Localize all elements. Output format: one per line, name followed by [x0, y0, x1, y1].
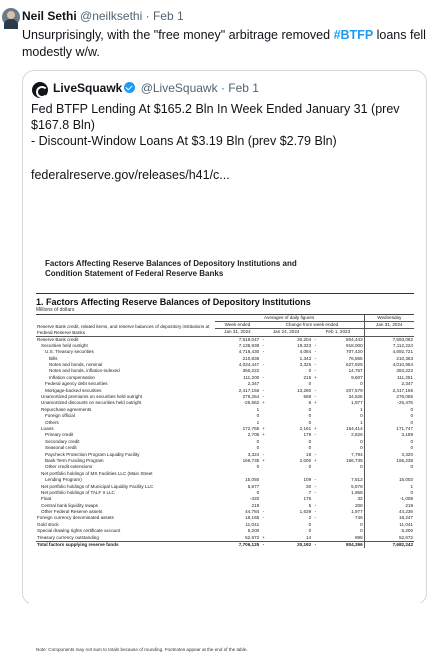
cell-change-2: 1 [360, 419, 363, 425]
cell-week: 166,735 [242, 457, 260, 463]
cell-change-1: 0 [308, 445, 312, 451]
col-header-change: Change from week ended [260, 322, 364, 329]
cell-change-2: 0 [360, 381, 363, 387]
row-label: Unamortized discounts on securities held outright [41, 400, 142, 406]
cell-sign-2: + [314, 457, 317, 463]
cell-sign-1: + [262, 432, 265, 438]
col-header-change-2: Feb 1, 2023 [312, 329, 364, 336]
cell-week: 210,836 [242, 355, 260, 361]
row-label: Net portfolio holdings of Municipal Liquidity Facility LLC [41, 483, 154, 489]
row-label: Central bank liquidity swaps [41, 502, 98, 508]
tweet-text [22, 27, 432, 61]
cell-wednesday: 44,236 [364, 509, 414, 515]
row-label: Secondary credit [45, 438, 80, 444]
cell-week: 4,716,430 [238, 349, 260, 355]
cell-sign-2: - [314, 394, 317, 400]
cell-change-2: 0 [360, 413, 363, 419]
row-label: Notes and bonds, nominal [49, 362, 103, 368]
cell-change-2: 898 [354, 534, 363, 540]
cell-sign-2: - [314, 509, 317, 515]
cell-sign-1: + [262, 425, 265, 431]
cell-sign-1: - [262, 342, 265, 348]
cell-change-2: 207,579 [346, 387, 363, 393]
cell-change-1: 18 [306, 451, 312, 457]
doc-title-line-2: Condition Statement of Federal Reserve Banks [45, 269, 224, 278]
author-avatar[interactable] [2, 8, 20, 26]
doc-note: Note: Components may not sum to totals because of rounding. Footnotes appear at the end of the table. [36, 647, 248, 652]
cell-wednesday: -1,008 [364, 496, 414, 502]
col-header-wednesday: Wednesday [364, 315, 414, 322]
cell-sign-1: - [262, 387, 265, 393]
cell-change-1: 14 [306, 534, 312, 540]
cell-wednesday: 3,320 [364, 451, 414, 457]
cell-change-2: 627,925 [346, 362, 363, 368]
cell-change-2: 746 [354, 515, 363, 521]
cell-week: 7,706,125 [215, 541, 260, 548]
cell-week: -25,562 [243, 400, 260, 406]
cell-change-1: 0 [308, 521, 312, 527]
cell-wednesday: 0 [364, 464, 414, 470]
cell-change-1: 569 [303, 394, 312, 400]
cell-wednesday: 0 [364, 420, 414, 426]
cell-change-1: 2,161 [299, 425, 312, 431]
cell-sign-2: - [314, 368, 317, 374]
cell-change-1: 0 [308, 464, 312, 470]
cell-sign-1: - [262, 394, 265, 400]
cell-sign-2: - [314, 451, 317, 457]
cell-change-2: 7,794 [351, 451, 363, 457]
cell-change-2: 14,757 [348, 368, 363, 374]
cell-week: 44,784 [245, 509, 260, 515]
cell-sign-2: - [314, 349, 317, 355]
cell-week: 276,254 [242, 394, 260, 400]
cell-sign-2: + [314, 425, 317, 431]
col-header-wednesday-date: Jan 31, 2024 [364, 322, 414, 329]
col-header-label: Reserve Bank credit, related items, and reserve balances of depository institutions at Federal Reserve Banks [36, 315, 215, 337]
cell-sign-2: - [314, 432, 317, 438]
cell-sign-2: - [312, 541, 318, 548]
cell-week: 0 [256, 445, 260, 451]
cell-week: 2,347 [247, 381, 260, 387]
doc-table-heading: 1. Factors Affecting Reserve Balances of Depository Institutions [36, 293, 414, 307]
cell-change-1: 7 [308, 489, 312, 495]
cell-wednesday: 1 [364, 483, 414, 489]
cell-change-1: 1,639 [299, 509, 312, 515]
cell-wednesday: 5,200 [364, 528, 414, 534]
row-label: Bills [49, 355, 58, 361]
cell-sign-1: - [262, 509, 265, 515]
row-label: Seasonal credit [45, 445, 77, 451]
cell-change-2: 7,512 [351, 477, 363, 483]
row-label: Foreign currency denominated assets [37, 515, 114, 521]
hashtag-link[interactable]: #BTFP [333, 28, 374, 42]
cell-wednesday: 171,747 [364, 426, 414, 432]
cell-wednesday: 219 [364, 503, 414, 509]
doc-title-line-1: Factors Affecting Reserve Balances of Depository Institutions and [45, 259, 297, 268]
cell-sign-2: + [314, 374, 317, 380]
cell-change-2: 918,000 [346, 342, 363, 348]
table-row-total [36, 541, 414, 548]
verified-badge-icon [124, 82, 135, 93]
author-handle[interactable]: @neilksethi [80, 9, 143, 23]
cell-week: 0 [256, 438, 260, 444]
cell-change-1: 0 [308, 368, 312, 374]
cell-change-2: 33 [357, 496, 363, 502]
cell-sign-1: - [262, 349, 265, 355]
cell-change-2: 0 [360, 521, 363, 527]
quoted-author-name[interactable]: LiveSquawk [53, 81, 123, 95]
cell-change-1: 30 [306, 483, 312, 489]
cell-week: 1 [256, 406, 260, 412]
cell-change-2: 707,420 [346, 349, 363, 355]
cell-wednesday: 363,222 [364, 368, 414, 374]
cell-wednesday: 210,363 [364, 356, 414, 362]
cell-change-2: 154,414 [346, 425, 363, 431]
cell-change-2: 2,826 [351, 432, 363, 438]
cell-change-2: 1,977 [351, 400, 363, 406]
cell-change-2: 0 [360, 438, 363, 444]
row-label: Foreign official [45, 413, 75, 419]
row-label: Gold stock [37, 521, 59, 527]
cell-change-1: 175 [303, 496, 312, 502]
cell-change-1: 0 [308, 413, 312, 419]
cell-sign-1: - [262, 451, 265, 457]
row-label: Repurchase agreements [41, 406, 92, 412]
cell-week: 360,222 [242, 368, 260, 374]
cell-week: 111,200 [243, 374, 260, 380]
row-label: Float [41, 496, 52, 502]
cell-change-2: 5,578 [351, 483, 363, 489]
cell-sign-2: - [314, 515, 317, 521]
col-header-averages: Averages of daily figures [215, 315, 364, 322]
cell-change-1: 2,000 [299, 457, 312, 463]
cell-wednesday: 0 [364, 413, 414, 419]
row-label: Net portfolio holdings of MS Facilities LLC (Main Street [41, 470, 153, 476]
cell-change-1: 6 [308, 400, 312, 406]
cell-wednesday: 3,189 [364, 432, 414, 438]
cell-wednesday: 0 [364, 490, 414, 496]
cell-sign-2: - [314, 483, 317, 489]
cell-change-2: 9,607 [351, 374, 363, 380]
row-label: Lending Program) [45, 477, 82, 483]
cell-week: 11,041 [245, 521, 260, 527]
row-label: Net portfolio holdings of TALF II LLC [41, 489, 115, 495]
cell-wednesday: 52,672 [364, 535, 414, 542]
tweet-text-part-2: loans fell modestly w/w. [22, 28, 426, 59]
cell-sign-1: - [260, 541, 266, 548]
cell-wednesday: 15,003 [364, 477, 414, 483]
col-header-week-date: Jan 31, 2024 [215, 329, 260, 336]
doc-units: Millions of dollars [36, 307, 75, 313]
row-label: Other Federal Reserve assets [41, 509, 103, 515]
cell-week: 5,877 [247, 483, 260, 489]
cell-sign-2: - [314, 336, 317, 342]
cell-week: 52,672 [245, 534, 260, 540]
quoted-tweet-header [53, 81, 259, 95]
quoted-line-1: Fed BTFP Lending At $165.2 Bln In Week Ended January 31 (prev $167.8 Bln) [31, 102, 400, 132]
cell-wednesday: 18,247 [364, 515, 414, 521]
cell-wednesday: -25,476 [364, 400, 414, 406]
cell-change-2: 208 [354, 502, 363, 508]
cell-sign-2: - [314, 342, 317, 348]
cell-sign-2: + [314, 400, 317, 406]
table-row [36, 535, 414, 542]
cell-week: 219 [251, 502, 260, 508]
attached-image-fed-table[interactable] [29, 241, 421, 671]
cell-sign-1: + [262, 534, 265, 540]
cell-week: 1 [256, 419, 260, 425]
cell-week: -420 [249, 496, 260, 502]
cell-wednesday: 0 [364, 407, 414, 413]
tweet-header [22, 9, 184, 23]
cell-change-1: 2 [308, 515, 312, 521]
row-label: Primary credit [45, 432, 74, 438]
cell-change-1: 1,343 [299, 355, 312, 361]
cell-change-1: 0 [308, 381, 312, 387]
cell-change-1: 215 [303, 374, 312, 380]
row-label: U.S. Treasury securities [45, 349, 94, 355]
cell-week: 172,765 [242, 425, 260, 431]
cell-change-2: 0 [360, 464, 363, 470]
cell-change-1: 0 [308, 438, 312, 444]
cell-change-1: 20,192 [267, 541, 312, 548]
cell-wednesday: 2,347 [364, 381, 414, 387]
row-label: Reserve Bank credit [37, 336, 79, 342]
quoted-line-2: - Discount-Window Loans At $3.19 Bln (prev $2.79 Bln) [31, 134, 337, 148]
cell-wednesday: 7,682,242 [364, 541, 414, 548]
cell-change-1: 20,204 [297, 336, 312, 342]
cell-change-1: 19,323 [297, 342, 312, 348]
cell-week: 2,706 [247, 432, 260, 438]
col-header-change-1: Jan 24, 2024 [260, 329, 312, 336]
cell-change-2: 1 [360, 406, 363, 412]
cell-change-2: 0 [360, 445, 363, 451]
cell-wednesday: 111,251 [364, 375, 414, 381]
cell-wednesday: 7,112,224 [364, 343, 414, 349]
cell-change-1: 5 [308, 502, 312, 508]
cell-wednesday: 4,010,954 [364, 362, 414, 368]
cell-wednesday: 11,041 [364, 522, 414, 528]
row-label: Paycheck Protection Program Liquidity Facility [45, 451, 140, 457]
cell-sign-1: - [262, 374, 265, 380]
cell-sign-2: - [314, 355, 317, 361]
row-label: Federal agency debt securities [45, 381, 108, 387]
cell-week: 4,034,447 [238, 362, 260, 368]
cell-wednesday: 2,417,156 [364, 388, 414, 394]
factors-table [36, 314, 414, 548]
row-label: Inflation compensation [49, 374, 95, 380]
cell-wednesday: 0 [364, 439, 414, 445]
cell-week: 0 [256, 413, 260, 419]
row-label: Treasury currency outstanding [37, 534, 99, 540]
cell-sign-1: - [262, 515, 265, 521]
cell-change-1: 109 [303, 477, 312, 483]
cell-wednesday: 4,692,721 [364, 349, 414, 355]
cell-week: 7,135,938 [238, 342, 260, 348]
row-label: Notes and bonds, inflation-indexed [49, 368, 120, 374]
cell-wednesday: 165,238 [364, 458, 414, 464]
cell-sign-1: - [262, 336, 265, 342]
cell-week: 15,050 [245, 477, 260, 483]
separator-dot: · [145, 9, 150, 23]
col-header-week-ended: Week ended [215, 322, 260, 329]
cell-sign-1: + [262, 400, 265, 406]
row-label: Other credit extensions [45, 464, 93, 470]
cell-week: 2,417,156 [238, 387, 260, 393]
cell-week: 5,200 [247, 528, 260, 534]
factors-table-body [36, 336, 414, 541]
cell-sign-1: - [262, 362, 265, 368]
cell-change-1: 4,084 [299, 349, 312, 355]
quoted-tweet-text [31, 101, 426, 183]
cell-sign-2: - [314, 477, 317, 483]
cell-change-1: 179 [303, 432, 312, 438]
cell-change-2: 166,735 [346, 457, 363, 463]
cell-sign-2: - [314, 502, 317, 508]
separator-dot: · [220, 81, 225, 95]
cell-change-1: 3,325 [299, 362, 312, 368]
cell-change-2: 0 [360, 528, 363, 534]
row-label: Securities held outright [41, 342, 88, 348]
row-label: Unamortized premiums on securities held outright [41, 394, 143, 400]
quoted-author-avatar[interactable] [32, 82, 48, 98]
row-label: Mortgage-backed securities [45, 387, 102, 393]
cell-change-1: 0 [308, 419, 312, 425]
row-label: Special drawing rights certificate account [37, 528, 121, 534]
cell-change-1: 0 [308, 528, 312, 534]
quoted-tweet[interactable] [22, 70, 427, 652]
row-label: Bank Term Funding Program [45, 457, 104, 463]
cell-change-2: 804,443 [346, 336, 363, 342]
tweet-text-part-1: Unsurprisingly, with the "free money" arbitrage removed [22, 28, 334, 42]
cell-wednesday: 276,055 [364, 394, 414, 400]
cell-change-2: 804,396 [319, 541, 364, 548]
cell-week: 3,324 [247, 451, 260, 457]
row-label: Loans [41, 425, 54, 431]
cell-change-1: 0 [308, 406, 312, 412]
quoted-link[interactable]: federalreserve.gov/releases/h41/c... [31, 168, 230, 182]
cell-wednesday: 7,593,082 [364, 336, 414, 343]
cell-week: 0 [256, 489, 260, 495]
cell-sign-2: - [314, 387, 317, 393]
author-name[interactable]: Neil Sethi [22, 9, 77, 23]
cell-week: 0 [256, 464, 260, 470]
cell-week: 18,165 [245, 515, 260, 521]
table-row [36, 336, 414, 343]
cell-sign-1: + [262, 457, 265, 463]
cell-sign-2: - [314, 489, 317, 495]
quoted-tweet-timestamp[interactable]: Feb 1 [228, 81, 259, 95]
cell-change-2: 1,958 [351, 489, 363, 495]
row-label: Others [45, 419, 59, 425]
cell-change-1: 13,260 [297, 387, 312, 393]
quoted-author-handle[interactable]: @LiveSquawk [140, 81, 218, 95]
tweet-timestamp[interactable]: Feb 1 [152, 9, 184, 23]
cell-change-2: 34,526 [348, 394, 363, 400]
cell-change-2: 1,977 [351, 509, 363, 515]
cell-sign-2: - [314, 362, 317, 368]
cell-wednesday: 0 [364, 445, 414, 451]
cell-week: 7,619,047 [238, 336, 260, 342]
cell-change-2: 76,865 [348, 355, 363, 361]
row-label: Total factors supplying reserve funds [36, 541, 215, 548]
